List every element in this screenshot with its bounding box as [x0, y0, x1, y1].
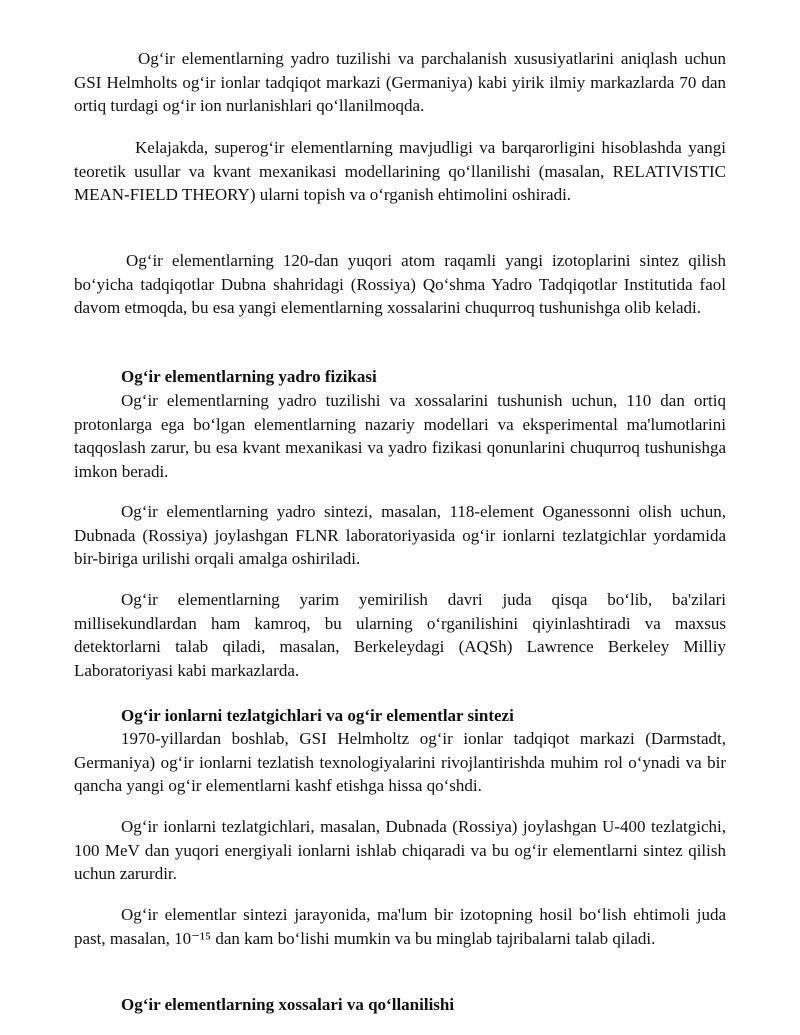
paragraph-synthesis-probability: Og‘ir elementlar sintezi jarayonida, ma'lum bir izotopning hosil bo‘lish ehtimoli juda past, masalan, 10⁻¹⁵ dan kam bo‘lishi mumkin va bu minglab tajribalarni talab qiladi.: [74, 905, 726, 948]
paragraph-dubna-isotopes: Og‘ir elementlarning 120-dan yuqori atom raqamli yangi izotoplarini sintez qilish bo‘yicha tadqiqotlar Dubna shahridagi (Rossiya) Qo‘shma Yadro Tadqiqotlar Institutida faol davom etmoqda, bu esa yangi elementlarning xossalarini chuqurroq tushunishga olib keladi.: [74, 251, 726, 317]
section-heading-nuclear-physics: Og‘ir elementlarning yadro fizikasi: [121, 367, 377, 386]
paragraph-gsi-1970s: 1970-yillardan boshlab, GSI Helmholtz og‘ir ionlar tadqiqot markazi (Darmstadt, Germaniya) og‘ir ionlarni tezlatish texnologiyalarini rivojlantirishda muhim rol o‘ynadi va bir qancha yangi og‘ir elementlarni kashf etishga hissa qo‘shdi.: [74, 729, 726, 795]
paragraph-nuclear-structure: Og‘ir elementlarning yadro tuzilishi va xossalarini tushunish uchun, 110 dan ortiq protonlarga ega bo‘lgan elementlarning nazariy modellari va eksperimental ma'lumotlarini taqqoslash zarur, bu esa kvant mexanikasi va yadro fizikasi qonunlarini chuqurroq tushunishga imkon beradi.: [74, 391, 726, 481]
paragraph-superheavy-theory: Kelajakda, superog‘ir elementlarning mavjudligi va barqarorligini hisoblashda yangi teoretik usullar va kvant mexanikasi modellarining qo‘llanilishi (masalan, RELATIVISTIC MEAN-FIELD THEORY) ularni topish va o‘rganish ehtimolini oshiradi.: [74, 138, 726, 204]
paragraph-oganesson-synthesis: Og‘ir elementlarning yadro sintezi, masalan, 118-element Oganessonni olish uchun, Dubnada (Rossiya) joylashgan FLNR laboratoriyasida og‘ir ionlarni tezlatgichlar yordamida bir-biriga urilishi orqali amalga oshiriladi.: [74, 502, 726, 568]
paragraph-half-life: Og‘ir elementlarning yarim yemirilish davri juda qisqa bo‘lib, ba'zilari millisekundlardan ham kamroq, bu ularning o‘rganilishini qiyinlashtiradi va maxsus detektorlarni talab qiladi, masalan, Berkeleydagi (AQSh) Lawrence Berkeley Milliy Laboratoriyasi kabi markazlarda.: [74, 590, 726, 680]
paragraph-u400-accelerator: Og‘ir ionlarni tezlatgichlari, masalan, Dubnada (Rossiya) joylashgan U-400 tezlatgichi, 100 MeV dan yuqori energiyali ionlarni ishlab chiqaradi va bu og‘ir elementlarni sintez qilish uchun zarurdir.: [74, 817, 726, 883]
section-heading-properties: Og‘ir elementlarning xossalari va qo‘llanilishi: [121, 995, 455, 1014]
paragraph-gsi-heavy-ion-beams: Og‘ir elementlarning yadro tuzilishi va parchalanish xususiyatlarini aniqlash uchun GSI Helmholts og‘ir ionlar tadqiqot markazi (Germaniya) kabi yirik ilmiy markazlarda 70 dan ortiq turdagi og‘ir ion nurlanishlari qo‘llanilmoqda.: [74, 49, 726, 115]
section-heading-accelerators: Og‘ir ionlarni tezlatgichlari va og‘ir elementlar sintezi: [121, 706, 514, 725]
